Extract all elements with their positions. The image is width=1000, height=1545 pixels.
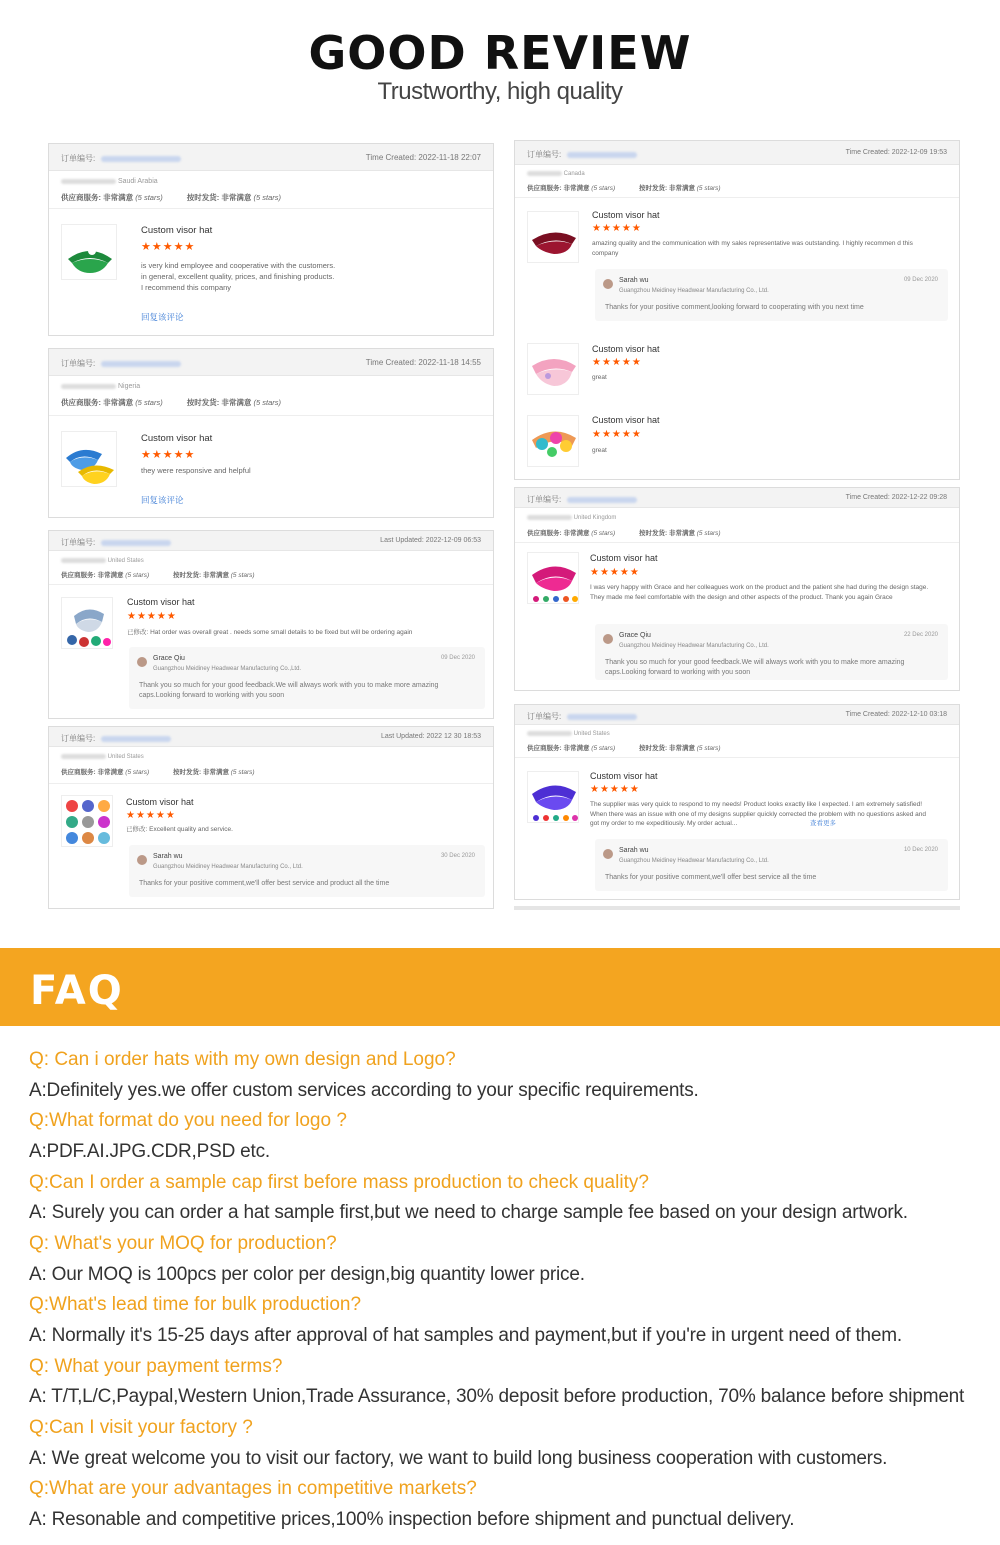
order-number-label: 订单编号: bbox=[527, 495, 562, 504]
faq-question: Q:What are your advantages in competitive markets? bbox=[29, 1478, 477, 1499]
order-header bbox=[515, 141, 959, 165]
review-card bbox=[48, 530, 494, 719]
visor-hat-image bbox=[527, 552, 579, 604]
review-comment: 已修改: Excellent quality and service. bbox=[126, 826, 233, 833]
order-number-label: 订单编号: bbox=[61, 359, 96, 368]
order-number-label: 订单编号: bbox=[527, 150, 562, 159]
avatar bbox=[603, 634, 613, 644]
rating-row: 供应商服务: 非常满意 (5 stars) 按时发货: 非常满意 (5 stars) bbox=[61, 193, 281, 202]
order-number-label: 订单编号: bbox=[61, 538, 96, 547]
product-name[interactable]: Custom visor hat bbox=[590, 553, 658, 563]
faq-question: Q: Can i order hats with my own design and Logo? bbox=[29, 1049, 456, 1070]
avatar bbox=[603, 279, 613, 289]
time-label: Last Updated: bbox=[380, 733, 425, 740]
review-card bbox=[48, 726, 494, 909]
reply-name: Sarah wu bbox=[153, 853, 183, 860]
review-comment: amazing quality and the communication with my sales representative was outstanding. I highly recommen d this company bbox=[592, 240, 913, 257]
rating-row: 供应商服务: 非常满意 (5 stars) 按时发货: 非常满意 (5 stars) bbox=[61, 769, 255, 776]
star-rating: ★★★★★ bbox=[127, 611, 177, 622]
order-time: 2022-12-22 09:28 bbox=[891, 494, 947, 501]
page-title: GOOD REVIEW bbox=[308, 26, 692, 80]
faq-question: Q:What's lead time for bulk production? bbox=[29, 1294, 362, 1315]
order-time: 2022-12-09 06:53 bbox=[425, 537, 481, 544]
order-header bbox=[515, 705, 959, 725]
rating-row: 供应商服务: 非常满意 (5 stars) 按时发货: 非常满意 (5 stars) bbox=[527, 185, 721, 192]
time-label: Time Created: bbox=[845, 149, 890, 156]
reply-review-link[interactable]: 回复该评论 bbox=[141, 495, 184, 505]
supplier-reply bbox=[129, 647, 485, 709]
review-comment: great bbox=[592, 374, 607, 381]
time-label: Time Created: bbox=[365, 153, 417, 162]
more-link[interactable]: 查看更多 bbox=[810, 820, 836, 827]
product-name[interactable]: Custom visor hat bbox=[126, 797, 194, 807]
review-comment: they were responsive and helpful bbox=[141, 466, 251, 475]
faq-answer: A: Normally it's 15-25 days after approval of hat samples and payment,but if you're in urgent need of them. bbox=[29, 1325, 903, 1346]
review-card bbox=[48, 348, 494, 518]
faq-question: Q: What your payment terms? bbox=[29, 1356, 283, 1377]
reply-text: Thank you so much for your good feedback.We will always work with you to make more amazing caps.Looking forward to working with you soon bbox=[139, 682, 439, 699]
order-time: 2022-12-09 19:53 bbox=[891, 149, 947, 156]
visor-hat-image bbox=[61, 795, 113, 847]
buyer-country: United States bbox=[107, 558, 144, 565]
review-comment: is very kind employee and cooperative with the customers. in general, excellent quality, prices, and finishing products. I recommend this company bbox=[141, 261, 336, 292]
supplier-reply bbox=[595, 269, 948, 321]
rating-row: 供应商服务: 非常满意 (5 stars) 按时发货: 非常满意 (5 stars) bbox=[61, 398, 281, 407]
review-comment: The supplier was very quick to respond to my needs! Product looks exactly like I expected. I am extremely satisfied! When there was an issue with one of my designs supplier quickly corrected the problem with no questions asked and got my order to me expeditiously. My order actual... bbox=[590, 801, 927, 827]
faq-answer: A:PDF.AI.JPG.CDR,PSD etc. bbox=[29, 1141, 270, 1162]
reply-date: 10 Dec 2020 bbox=[903, 847, 938, 853]
faq-answer: A: We great welcome you to visit our factory, we want to build long business cooperation with customers. bbox=[29, 1448, 888, 1469]
star-rating: ★★★★★ bbox=[141, 241, 196, 253]
review-comment: I was very happy with Grace and her colleagues work on the product and the patient she had during the design stage. They made me feel comfortable with the design and other aspects of the product. Thank you again Grace bbox=[590, 584, 929, 601]
time-label: Time Created: bbox=[365, 358, 417, 367]
reply-text: Thanks for your positive comment,looking forward to cooperating with you next time bbox=[605, 304, 864, 311]
visor-hat-image bbox=[61, 431, 117, 487]
supplier-reply bbox=[595, 839, 948, 891]
supplier-reply bbox=[129, 845, 485, 897]
time-label: Time Created: bbox=[845, 711, 890, 718]
product-name[interactable]: Custom visor hat bbox=[141, 433, 213, 444]
order-number-label: 订单编号: bbox=[527, 712, 562, 721]
visor-hat-image bbox=[61, 224, 117, 280]
reply-company: Guangzhou Meidiney Headwear Manufacturing Co., Ltd. bbox=[619, 643, 769, 649]
reply-date: 22 Dec 2020 bbox=[903, 632, 938, 638]
order-time: 2022-12-10 03:18 bbox=[891, 711, 947, 718]
star-rating: ★★★★★ bbox=[592, 429, 642, 440]
buyer-country: United Kingdom bbox=[573, 515, 617, 522]
order-header bbox=[49, 144, 493, 171]
reply-date: 09 Dec 2020 bbox=[440, 655, 475, 661]
reply-text: Thanks for your positive comment,we'll offer best service and product all the time bbox=[139, 880, 390, 887]
reply-text: Thanks for your positive comment,we'll offer best service all the time bbox=[605, 874, 817, 881]
review-comment: 已修改: Hat order was overall great . needs some small details to be fixed but will be ordering again bbox=[127, 629, 413, 636]
reply-company: Guangzhou Meidiney Headwear Manufacturing Co., Ltd. bbox=[619, 288, 769, 294]
review-card bbox=[514, 487, 960, 691]
order-number-label: 订单编号: bbox=[61, 734, 96, 743]
faq-answer: A: T/T,L/C,Paypal,Western Union,Trade Assurance, 30% deposit before production, 70% balance before shipment bbox=[29, 1386, 965, 1407]
reply-company: Guangzhou Meidiney Headwear Manufacturing Co.,Ltd. bbox=[153, 666, 302, 672]
reply-company: Guangzhou Meidiney Headwear Manufacturing Co., Ltd. bbox=[619, 858, 769, 864]
order-time: 2022-11-18 14:55 bbox=[418, 358, 481, 367]
faq-question: Q:What format do you need for logo ? bbox=[29, 1110, 347, 1131]
supplier-reply bbox=[595, 624, 948, 680]
reply-date: 09 Dec 2020 bbox=[903, 277, 938, 283]
page-subtitle: Trustworthy, high quality bbox=[377, 78, 623, 105]
faq-answer: A: Our MOQ is 100pcs per color per design,big quantity lower price. bbox=[29, 1264, 585, 1285]
time-label: Time Created: bbox=[845, 494, 890, 501]
star-rating: ★★★★★ bbox=[592, 357, 642, 368]
rating-row: 供应商服务: 非常满意 (5 stars) 按时发货: 非常满意 (5 stars) bbox=[61, 572, 255, 579]
order-header bbox=[515, 488, 959, 508]
reply-name: Grace Qiu bbox=[619, 632, 651, 639]
time-label: Last Updated: bbox=[380, 537, 424, 544]
faq-question: Q: What's your MOQ for production? bbox=[29, 1233, 337, 1254]
avatar bbox=[603, 849, 613, 859]
star-rating: ★★★★★ bbox=[592, 223, 642, 234]
reply-review-link[interactable]: 回复该评论 bbox=[141, 312, 184, 322]
order-header bbox=[49, 349, 493, 376]
buyer-country: Saudi Arabia bbox=[117, 178, 158, 185]
visor-hat-image bbox=[61, 597, 113, 649]
reply-date: 30 Dec 2020 bbox=[440, 853, 475, 859]
star-rating: ★★★★★ bbox=[590, 567, 640, 578]
star-rating: ★★★★★ bbox=[590, 784, 640, 795]
review-card bbox=[48, 143, 494, 336]
order-header bbox=[49, 727, 493, 747]
star-rating: ★★★★★ bbox=[126, 810, 176, 821]
faq-question: Q:Can I visit your factory ? bbox=[29, 1417, 253, 1438]
buyer-country: United States bbox=[573, 731, 610, 738]
review-card bbox=[514, 140, 960, 480]
visor-hat-image bbox=[527, 415, 579, 467]
faq-banner bbox=[0, 948, 1000, 1026]
review-comment: great bbox=[592, 447, 607, 454]
product-name[interactable]: Custom visor hat bbox=[141, 225, 213, 236]
reply-name: Sarah wu bbox=[619, 277, 649, 284]
order-time: 2022-11-18 22:07 bbox=[418, 153, 481, 162]
buyer-country: Canada bbox=[563, 171, 585, 178]
avatar bbox=[137, 855, 147, 865]
rating-row: 供应商服务: 非常满意 (5 stars) 按时发货: 非常满意 (5 stars) bbox=[527, 745, 721, 752]
product-name[interactable]: Custom visor hat bbox=[592, 415, 660, 425]
order-number-label: 订单编号: bbox=[61, 154, 96, 163]
product-name[interactable]: Custom visor hat bbox=[592, 344, 660, 354]
faq-title: FAQ bbox=[30, 968, 124, 1014]
rating-row: 供应商服务: 非常满意 (5 stars) 按时发货: 非常满意 (5 stars) bbox=[527, 530, 721, 537]
product-name[interactable]: Custom visor hat bbox=[592, 210, 660, 220]
faq-answer: A: Surely you can order a hat sample first,but we need to charge sample fee based on your design artwork. bbox=[29, 1202, 908, 1223]
faq-answer: A: Resonable and competitive prices,100% inspection before shipment and punctual delivery. bbox=[29, 1509, 795, 1530]
visor-hat-image bbox=[527, 211, 579, 263]
reply-text: Thank you so much for your good feedback.We will always work with you to make more amazing caps.Looking forward to working with you soon bbox=[605, 659, 905, 676]
divider bbox=[514, 906, 960, 910]
reply-name: Grace Qiu bbox=[153, 655, 185, 662]
buyer-country: United States bbox=[107, 754, 144, 761]
product-name[interactable]: Custom visor hat bbox=[590, 771, 658, 781]
visor-hat-image bbox=[527, 771, 579, 823]
faq-question: Q:Can I order a sample cap first before mass production to check quality? bbox=[29, 1172, 649, 1193]
order-header bbox=[49, 531, 493, 551]
reply-name: Sarah wu bbox=[619, 847, 649, 854]
avatar bbox=[137, 657, 147, 667]
review-card bbox=[514, 704, 960, 900]
order-time: 2022 12 30 18:53 bbox=[426, 733, 481, 740]
buyer-country: Nigeria bbox=[117, 383, 141, 390]
faq-answer: A:Definitely yes.we offer custom services according to your specific requirements. bbox=[29, 1080, 699, 1101]
star-rating: ★★★★★ bbox=[141, 449, 196, 461]
product-name[interactable]: Custom visor hat bbox=[127, 597, 195, 607]
reply-company: Guangzhou Meidiney Headwear Manufacturing Co., Ltd. bbox=[153, 864, 303, 870]
visor-hat-image bbox=[527, 343, 579, 395]
